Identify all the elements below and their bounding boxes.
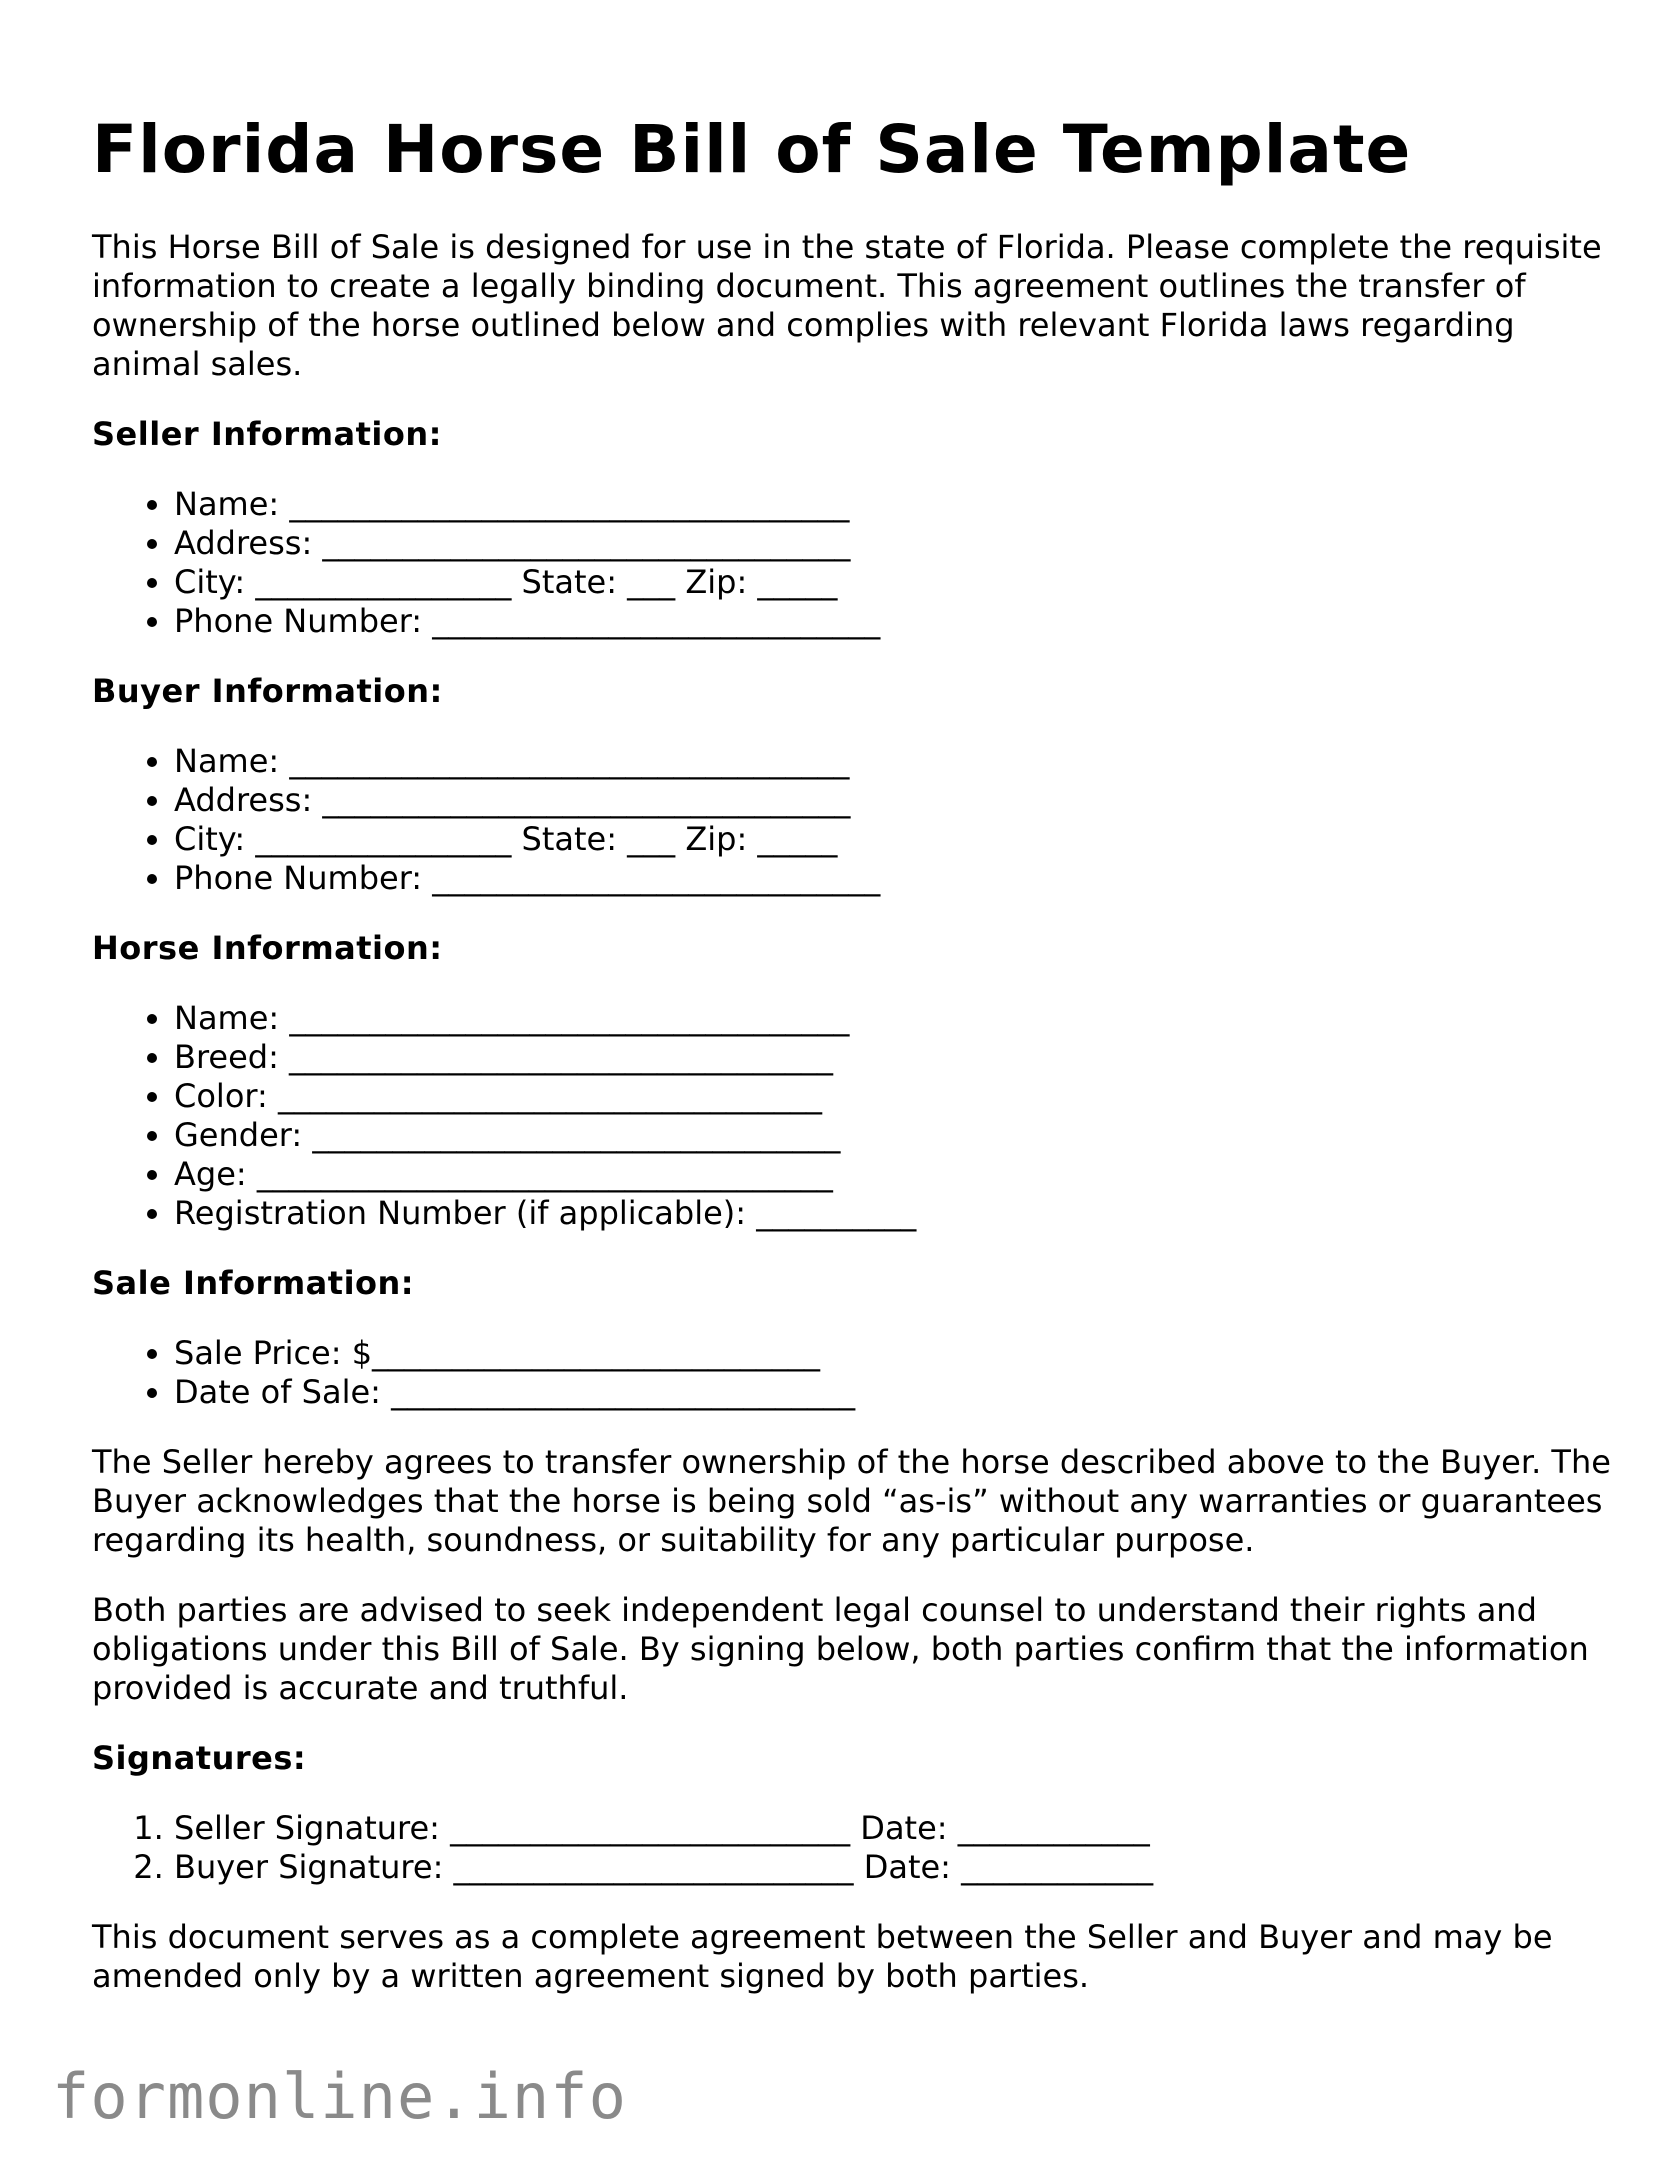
signatures-list (92, 1809, 1612, 1887)
intro-paragraph: This Horse Bill of Sale is designed for use in the state of Florida. Please complete the requisite information to create a legally binding document. This agreement outlines the transfer of ownership of the horse outlined below and complies with relevant Florida laws regarding animal sales. (92, 228, 1602, 383)
buyer-heading: Buyer Information: (92, 672, 443, 710)
horse-color-field: • Color: __________________________________ (174, 1077, 1612, 1116)
horse-age-field: • Age: ____________________________________ (174, 1155, 1612, 1194)
sale-list (92, 1334, 1612, 1412)
sale-heading: Sale Information: (92, 1264, 415, 1302)
sale-date-field: • Date of Sale: _____________________________ (174, 1373, 1612, 1412)
buyer-list (92, 742, 1612, 898)
counsel-paragraph: Both parties are advised to seek independent legal counsel to understand their rights and obligations under this Bill of Sale. By signing below, both parties confirm that the information provided is accurate and truthful. (92, 1591, 1589, 1707)
seller-name-field: • Name: ___________________________________ (174, 485, 1612, 524)
buyer-city-state-zip-field: • City: ________________ State: ___ Zip: _____ (174, 820, 1612, 859)
signatures-heading: Signatures: (92, 1739, 307, 1777)
horse-registration-field: • Registration Number (if applicable): __________ (174, 1194, 1612, 1233)
horse-breed-field: • Breed: __________________________________ (174, 1038, 1612, 1077)
buyer-signature-line: 2. Buyer Signature: _________________________ Date: ____________ (174, 1848, 1612, 1887)
watermark: formonline.info (52, 2060, 627, 2133)
seller-signature-line: 1. Seller Signature: _________________________ Date: ____________ (174, 1809, 1612, 1848)
seller-list (92, 485, 1612, 641)
seller-city-state-zip-field: • City: ________________ State: ___ Zip: _____ (174, 563, 1612, 602)
horse-gender-field: • Gender: _________________________________ (174, 1116, 1612, 1155)
seller-phone-field: • Phone Number: ____________________________ (174, 602, 1612, 641)
seller-address-field: • Address: _________________________________ (174, 524, 1612, 563)
seller-heading: Seller Information: (92, 415, 442, 453)
buyer-phone-field: • Phone Number: ____________________________ (174, 859, 1612, 898)
closing-paragraph: This document serves as a complete agreement between the Seller and Buyer and may be amended only by a written agreement signed by both parties. (92, 1918, 1553, 1995)
horse-list (92, 999, 1612, 1233)
horse-heading: Horse Information: (92, 929, 443, 967)
sale-price-field: • Sale Price: $____________________________ (174, 1334, 1612, 1373)
horse-name-field: • Name: ___________________________________ (174, 999, 1612, 1038)
buyer-name-field: • Name: ___________________________________ (174, 742, 1612, 781)
buyer-address-field: • Address: _________________________________ (174, 781, 1612, 820)
document-title: Florida Horse Bill of Sale Template (92, 111, 1412, 188)
transfer-paragraph: The Seller hereby agrees to transfer ownership of the horse described above to the Buyer. The Buyer acknowledges that the horse is being sold “as-is” without any warranties or guarantees regarding its health, soundness, or suitability for any particular purpose. (92, 1443, 1611, 1559)
document-page (92, 110, 1612, 2027)
